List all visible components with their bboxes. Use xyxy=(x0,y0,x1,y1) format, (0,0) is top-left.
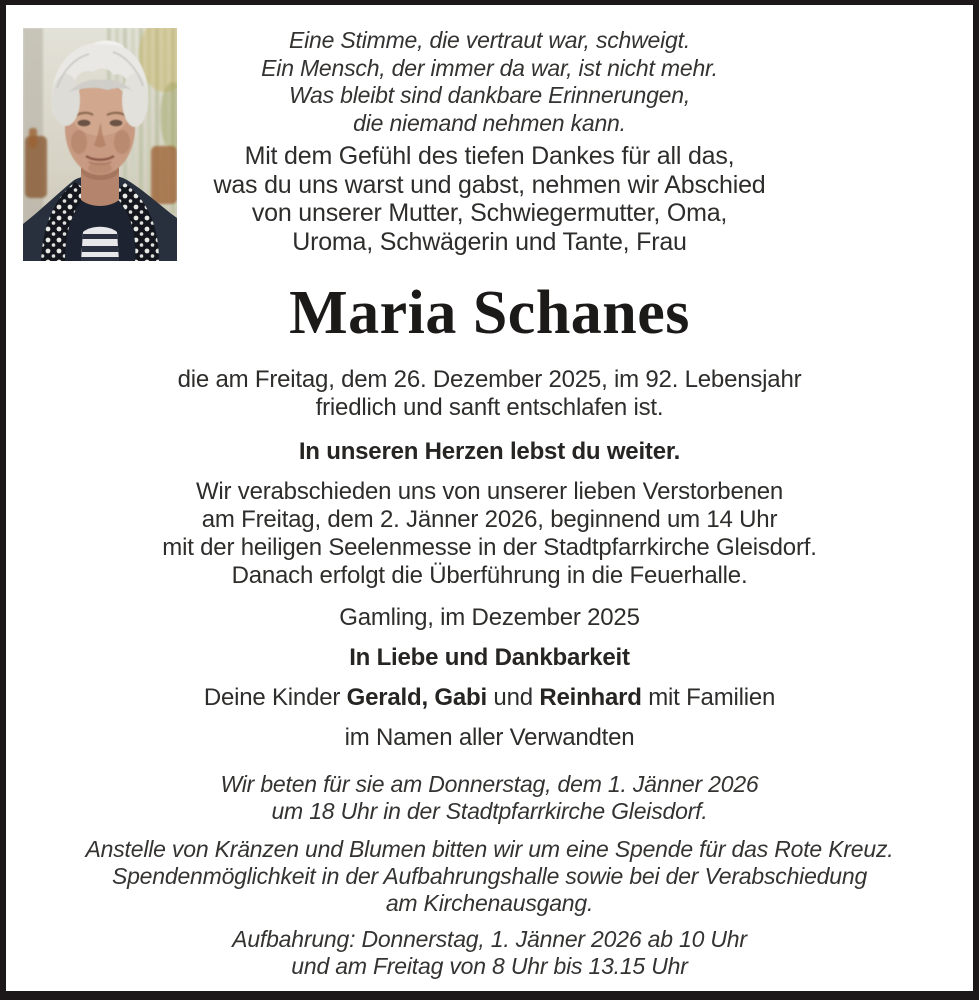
intro-line: Uroma, Schwägerin und Tante, Frau xyxy=(292,227,687,256)
intro-line: was du uns warst und gabst, nehmen wir Abschied xyxy=(213,170,766,199)
family-suffix: mit Familien xyxy=(641,684,776,711)
obituary-text xyxy=(6,5,973,980)
verse-line: Eine Stimme, die vertraut war, schweigt. xyxy=(288,27,691,53)
funeral-line: am Freitag, dem 2. Jänner 2026, beginnend um 14 Uhr xyxy=(201,506,778,533)
verse-line: die niemand nehmen kann. xyxy=(353,109,626,136)
death-info xyxy=(6,366,973,422)
viewing-notice xyxy=(6,926,973,980)
funeral-details xyxy=(6,478,973,590)
intro-line: von unserer Mutter, Schwiegermutter, Oma, xyxy=(251,199,728,227)
prayer-line: um 18 Uhr in der Stadtpfarrkirche Gleisdorf. xyxy=(271,798,708,824)
relatives-line: im Namen aller Verwandten xyxy=(344,724,635,751)
deceased-name: Maria Schanes xyxy=(289,279,690,347)
obituary-card xyxy=(6,5,973,991)
donation-notice xyxy=(6,836,973,917)
family-prefix: Deine Kinder xyxy=(203,684,347,711)
viewing-line: Aufbahrung: Donnerstag, 1. Jänner 2026 ab 10 Uhr xyxy=(232,926,747,952)
funeral-line: mit der heiligen Seelenmesse in der Stadtpfarrkirche Gleisdorf. xyxy=(162,534,817,561)
donation-line: am Kirchenausgang. xyxy=(385,890,594,916)
intro-line: Mit dem Gefühl des tiefen Dankes für all das, xyxy=(244,142,735,170)
funeral-line: Danach erfolgt die Überführung in die Feuerhalle. xyxy=(231,562,748,589)
prayer-line: Wir beten für sie am Donnerstag, dem 1. Jänner 2026 xyxy=(220,771,759,797)
memorial-motto: In unseren Herzen lebst du weiter. xyxy=(298,438,681,465)
family-conjunction: und xyxy=(486,684,540,711)
verse-line: Was bleibt sind dankbare Erinnerungen, xyxy=(288,82,691,108)
family-line xyxy=(6,684,973,712)
family-child-second: Reinhard xyxy=(539,684,642,711)
donation-line: Spendenmöglichkeit in der Aufbahrungshalle sowie bei der Verabschiedung xyxy=(111,863,868,889)
prayer-notice xyxy=(6,771,973,825)
viewing-line: und am Freitag von 8 Uhr bis 13.15 Uhr xyxy=(291,953,688,979)
memorial-verse xyxy=(6,27,973,137)
farewell-intro xyxy=(6,142,973,256)
place-and-date: Gamling, im Dezember 2025 xyxy=(339,604,640,631)
funeral-line: Wir verabschieden uns von unserer lieben Verstorbenen xyxy=(195,478,784,505)
closing-phrase: In Liebe und Dankbarkeit xyxy=(349,644,630,671)
death-info-line: friedlich und sanft entschlafen ist. xyxy=(315,394,664,421)
family-children-first: Gerald, Gabi xyxy=(346,684,487,711)
death-info-line: die am Freitag, dem 26. Dezember 2025, im 92. Lebensjahr xyxy=(177,366,802,393)
verse-line: Ein Mensch, der immer da war, ist nicht mehr. xyxy=(261,54,718,81)
donation-line: Anstelle von Kränzen und Blumen bitten wir um eine Spende für das Rote Kreuz. xyxy=(85,836,894,862)
